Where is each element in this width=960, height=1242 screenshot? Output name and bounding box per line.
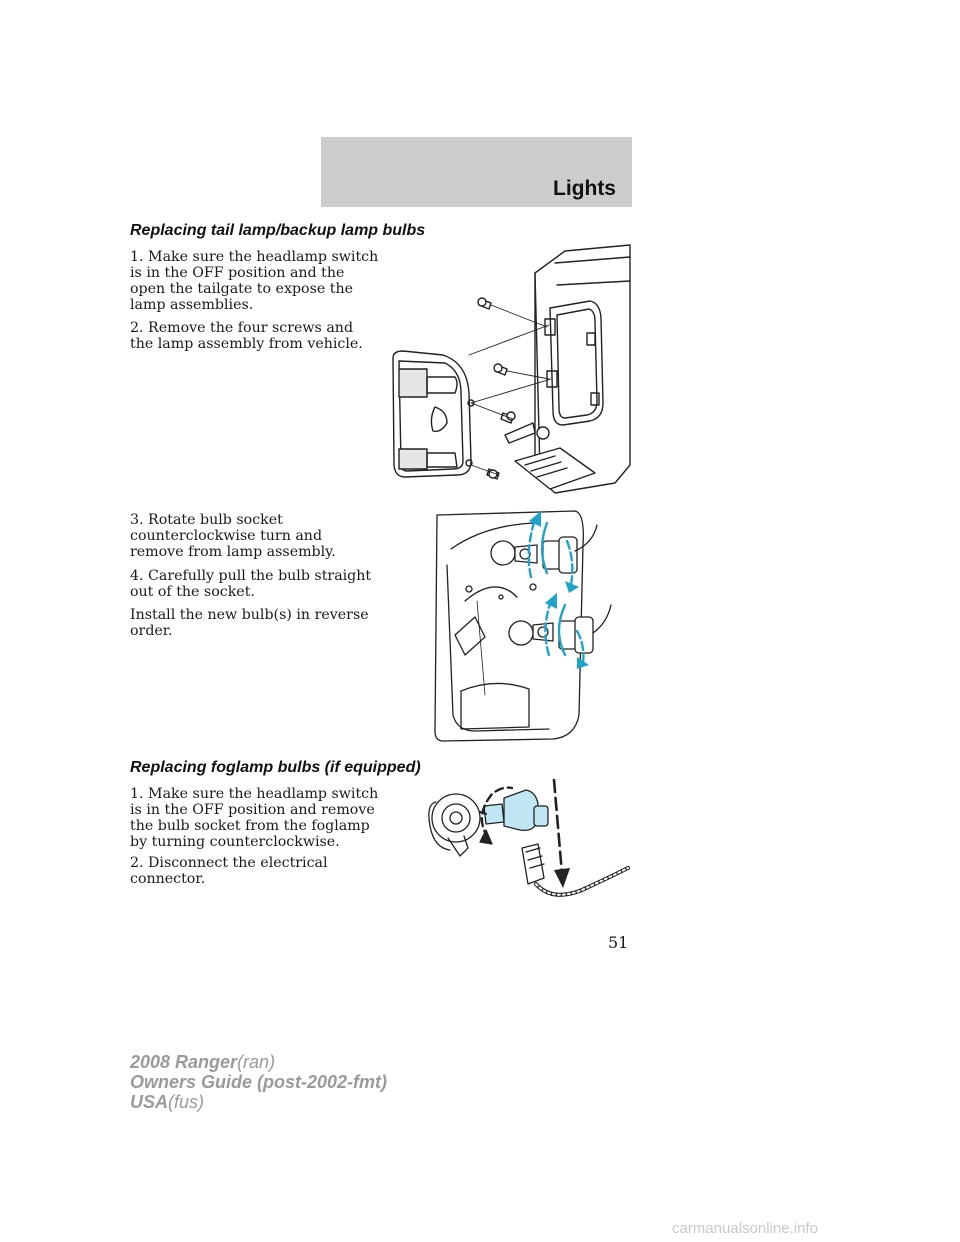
step-fog-1: 1. Make sure the headlamp switch is in the OFF position and remove the bulb socket from the foglamp by turning counterclockwise. bbox=[130, 786, 379, 850]
heading-tail-lamp: Replacing tail lamp/backup lamp bulbs bbox=[130, 222, 426, 239]
step-tail-2: 2. Remove the four screws and the lamp assembly from vehicle. bbox=[130, 320, 363, 352]
footer-guide-line bbox=[130, 1072, 387, 1092]
step-fog-2: 2. Disconnect the electrical connector. bbox=[130, 855, 328, 887]
step-tail-4: 4. Carefully pull the bulb straight out of the socket. bbox=[130, 568, 372, 600]
section-header-band bbox=[321, 137, 632, 207]
foglamp-bulb-removal-illustration bbox=[422, 778, 634, 910]
footer-region: USA bbox=[130, 1092, 169, 1112]
footer-region-code: (fus) bbox=[168, 1092, 205, 1112]
page-number: 51 bbox=[608, 933, 629, 952]
footer-region-line bbox=[130, 1092, 387, 1112]
heading-foglamp: Replacing foglamp bulbs (if equipped) bbox=[130, 759, 421, 776]
bulb-socket-rotation-illustration bbox=[425, 505, 630, 745]
footer-model-code: (ran) bbox=[237, 1052, 276, 1072]
watermark-link[interactable]: carmanualsonline.info bbox=[672, 1220, 818, 1237]
footer-model-line bbox=[130, 1052, 387, 1072]
step-tail-3: 3. Rotate bulb socket counterclockwise turn and remove from lamp assembly. bbox=[130, 512, 336, 560]
tail-lamp-removal-illustration bbox=[385, 243, 635, 498]
footer-guide: Owners Guide (post-2002-fmt) bbox=[130, 1072, 388, 1092]
section-title: Lights bbox=[553, 177, 616, 200]
step-tail-install: Install the new bulb(s) in reverse order. bbox=[130, 607, 369, 639]
step-tail-1: 1. Make sure the headlamp switch is in the OFF position and the open the tailgate to expose the lamp assemblies. bbox=[130, 249, 379, 313]
footer-model: 2008 Ranger bbox=[130, 1052, 238, 1072]
document-footer bbox=[130, 1052, 387, 1112]
